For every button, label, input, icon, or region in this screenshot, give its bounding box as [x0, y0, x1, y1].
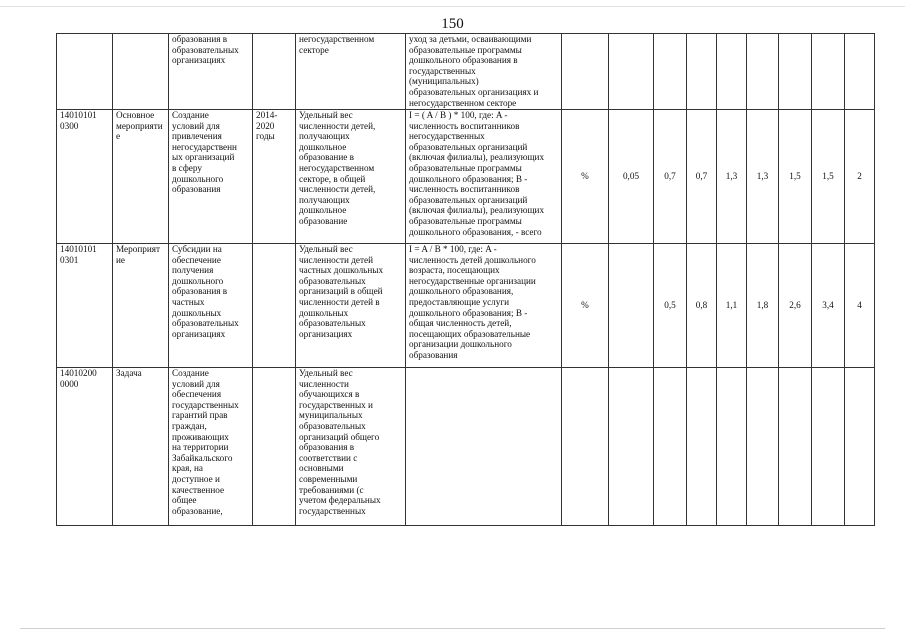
row-value-cell: 0,8	[687, 244, 717, 368]
row-value-cell: 1,8	[747, 244, 779, 368]
row-value-cell: 2	[845, 110, 875, 244]
table-row	[57, 368, 875, 526]
row-value-cell: 4	[845, 244, 875, 368]
row-value-cell	[654, 34, 687, 110]
row-value-cell: 0,5	[654, 244, 687, 368]
row-value-cell: 1,1	[717, 244, 747, 368]
row-value-cell	[717, 34, 747, 110]
row-code-cell	[57, 110, 113, 244]
row-indicator-text: Удельный вес численности детей, получающих дошкольное образование в негосударственном секторе, в общей численности детей, получающих дошкольное образование	[299, 110, 376, 226]
row-value-cell	[654, 368, 687, 526]
row-value-cell: 1,5	[812, 110, 845, 244]
row-name-text: Субсидии на обеспечение получения дошкольного образования в частных дошкольных образовательных организациях	[172, 244, 239, 339]
row-value-cell	[845, 34, 875, 110]
row-value-cell	[687, 34, 717, 110]
row-indicator-text: негосударственном секторе	[299, 34, 375, 55]
row-value-cell: 1,3	[717, 110, 747, 244]
row-value-cell: 1,3	[747, 110, 779, 244]
row-type-cell	[113, 34, 169, 110]
row-indicator-text: Удельный вес численности детей частных дошкольных образовательных организаций в общей численности детей в дошкольных образовательных организациях	[299, 244, 384, 339]
row-value-cell: 0,05	[609, 110, 654, 244]
row-indicator-cell	[296, 368, 406, 526]
row-formula-text: уход за детьми, осваивающими образовательные программы дошкольного образования в государственных (муниципальных) образовательных организациях и негосударственном секторе	[409, 34, 539, 108]
row-value-cell	[812, 368, 845, 526]
row-type-cell	[113, 244, 169, 368]
row-code-text: 14010101 0300	[60, 110, 97, 131]
table-row	[57, 244, 875, 368]
row-value-cell	[687, 368, 717, 526]
row-value-cell: 0,7	[654, 110, 687, 244]
table-row	[57, 34, 875, 110]
row-value-cell	[812, 34, 845, 110]
row-value-cell	[609, 368, 654, 526]
page-number: 150	[441, 16, 464, 32]
row-name-text: Создание условий для обеспечения государственных гарантий прав граждан, проживающих на территории Забайкальского края, на доступное и качественное общее образование,	[172, 368, 239, 516]
row-value-cell	[779, 34, 812, 110]
row-formula-text: I = ( A / B ) * 100, где: A - численность воспитанников негосударственных образовательных организаций (включая филиалы), реализующих образовательные программы дошкольного образования; B - численность воспитанников образовательных организаций (включая филиалы), реализующих образовательные программы дошкольного образования, - всего	[409, 110, 545, 237]
program-indicators-table	[56, 33, 875, 526]
row-value-cell: 0,7	[687, 110, 717, 244]
scan-edge-top	[0, 6, 905, 7]
row-unit-cell	[562, 34, 609, 110]
row-indicator-cell	[296, 244, 406, 368]
row-type-cell	[113, 110, 169, 244]
row-type-cell	[113, 368, 169, 526]
row-value-cell	[845, 368, 875, 526]
row-value-cell: 1,5	[779, 110, 812, 244]
row-unit-cell: %	[562, 244, 609, 368]
row-unit-cell: %	[562, 110, 609, 244]
row-type-text: Задача	[116, 368, 142, 378]
row-code-text: 14010101 0301	[60, 244, 97, 265]
row-value-cell: 3,4	[812, 244, 845, 368]
row-name-cell	[169, 34, 253, 110]
row-code-cell	[57, 34, 113, 110]
row-name-cell	[169, 244, 253, 368]
table-row	[57, 110, 875, 244]
row-period-cell	[253, 368, 296, 526]
row-name-text: Создание условий для привлечения негосударственн ых организаций в сферу дошкольного образования	[172, 110, 237, 195]
row-type-text: Основное мероприяти е	[116, 110, 163, 142]
row-period-text: 2014- 2020 годы	[256, 110, 278, 142]
row-period-cell	[253, 110, 296, 244]
row-name-cell	[169, 368, 253, 526]
row-period-cell	[253, 244, 296, 368]
row-code-cell	[57, 244, 113, 368]
row-value-cell	[609, 34, 654, 110]
row-formula-text: I = A / B * 100, где: A - численность детей дошкольного возраста, посещающих негосударственные организации дошкольного образования, предоставляющие услуги дошкольного образования; B - общая численность детей, посещающих образовательные организации дошкольного образования	[409, 244, 536, 360]
row-value-cell	[609, 244, 654, 368]
row-indicator-cell	[296, 34, 406, 110]
row-value-cell	[747, 34, 779, 110]
row-unit-cell	[562, 368, 609, 526]
row-name-text: образования в образовательных организациях	[172, 34, 239, 66]
row-value-cell	[779, 368, 812, 526]
row-formula-cell	[406, 34, 562, 110]
row-type-text: Мероприят ие	[116, 244, 160, 265]
row-formula-cell	[406, 110, 562, 244]
row-value-cell: 2,6	[779, 244, 812, 368]
row-period-cell	[253, 34, 296, 110]
row-code-cell	[57, 368, 113, 526]
row-code-text: 14010200 0000	[60, 368, 97, 389]
row-value-cell	[717, 368, 747, 526]
row-formula-cell	[406, 244, 562, 368]
scan-edge-bottom	[20, 628, 885, 629]
row-name-cell	[169, 110, 253, 244]
row-value-cell	[747, 368, 779, 526]
row-formula-cell	[406, 368, 562, 526]
row-indicator-cell	[296, 110, 406, 244]
row-indicator-text: Удельный вес численности обучающихся в государственных и муниципальных образовательных организаций общего образования в соответствии с основными современными требованиями (с учетом федеральных государственных	[299, 368, 381, 516]
